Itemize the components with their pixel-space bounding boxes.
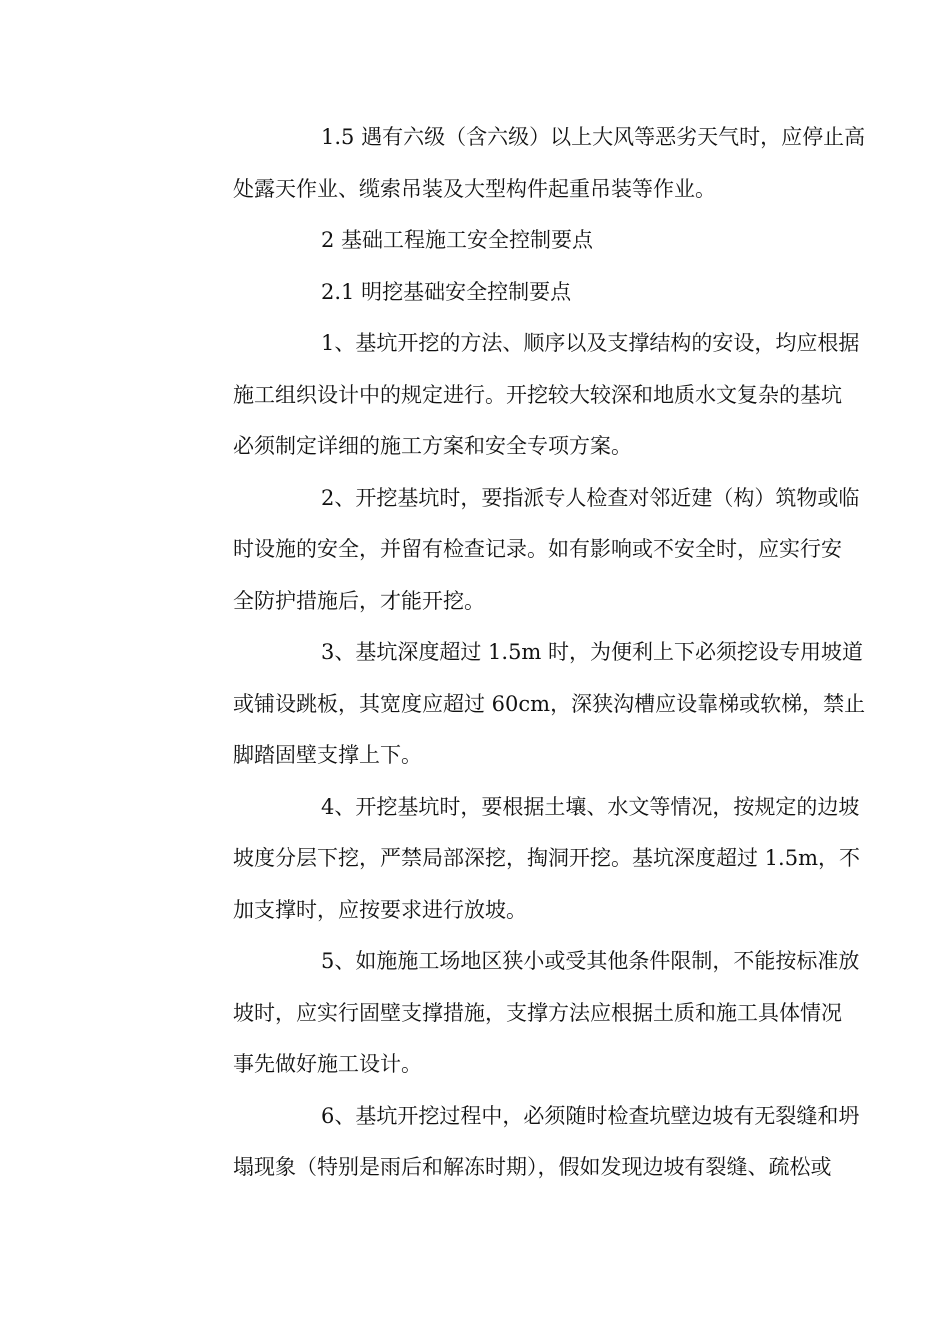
section-heading-2 [145, 215, 805, 267]
paragraph-item-1 [145, 318, 860, 473]
text-line: 1、基坑开挖的方法、顺序以及支撑结构的安设，均应根据 [321, 331, 860, 355]
text-line: 全防护措施后，才能开挖。 [233, 588, 485, 613]
text-line: 2、开挖基坑时，要指派专人检查对邻近建（构）筑物或临 [321, 485, 860, 510]
text-line: 2.1 明挖基础安全控制要点 [321, 279, 572, 304]
paragraph-1-5-weather [145, 112, 866, 215]
subsection-heading-2-1 [145, 267, 805, 319]
text-line: 处露天作业、缆索吊装及大型构件起重吊装等作业。 [233, 176, 716, 201]
text-line: 必须制定详细的施工方案和安全专项方案。 [233, 434, 632, 458]
text-line: 塌现象（特别是雨后和解冻时期），假如发现边坡有裂缝、疏松或 [233, 1155, 832, 1179]
paragraph-item-5 [145, 936, 860, 1091]
text-line: 4、开挖基坑时，要根据土壤、水文等情况，按规定的边坡 [321, 794, 860, 819]
paragraph-item-2 [145, 473, 860, 628]
text-line: 或铺设跳板，其宽度应超过 60cm，深狭沟槽应设靠梯或软梯，禁止 [233, 691, 866, 716]
text-line: 施工组织设计中的规定进行。开挖较大较深和地质水文复杂的基坑 [233, 382, 842, 407]
text-line: 1.5 遇有六级（含六级）以上大风等恶劣天气时，应停止高 [321, 125, 866, 149]
text-line: 脚踏固壁支撑上下。 [233, 743, 422, 767]
text-line: 加支撑时，应按要求进行放坡。 [233, 897, 527, 922]
text-line: 坡时，应实行固壁支撑措施，支撑方法应根据土质和施工具体情况 [233, 1000, 842, 1025]
text-line: 坡度分层下挖，严禁局部深挖，掏洞开挖。基坑深度超过 1.5m，不 [233, 846, 860, 870]
text-line: 5、如施施工场地区狭小或受其他条件限制，不能按标准放 [321, 949, 860, 973]
document-body [145, 112, 866, 1194]
text-line: 事先做好施工设计。 [233, 1052, 422, 1076]
text-line: 6、基坑开挖过程中，必须随时检查坑壁边坡有无裂缝和坍 [321, 1103, 860, 1128]
paragraph-item-3 [145, 627, 866, 782]
text-line: 2 基础工程施工安全控制要点 [321, 228, 594, 252]
text-line: 时设施的安全，并留有检查记录。如有影响或不安全时，应实行安 [233, 537, 842, 561]
paragraph-item-4 [145, 782, 860, 937]
text-line: 3、基坑深度超过 1.5m 时，为便利上下必须挖设专用坡道 [321, 640, 864, 664]
paragraph-item-6 [145, 1091, 860, 1194]
